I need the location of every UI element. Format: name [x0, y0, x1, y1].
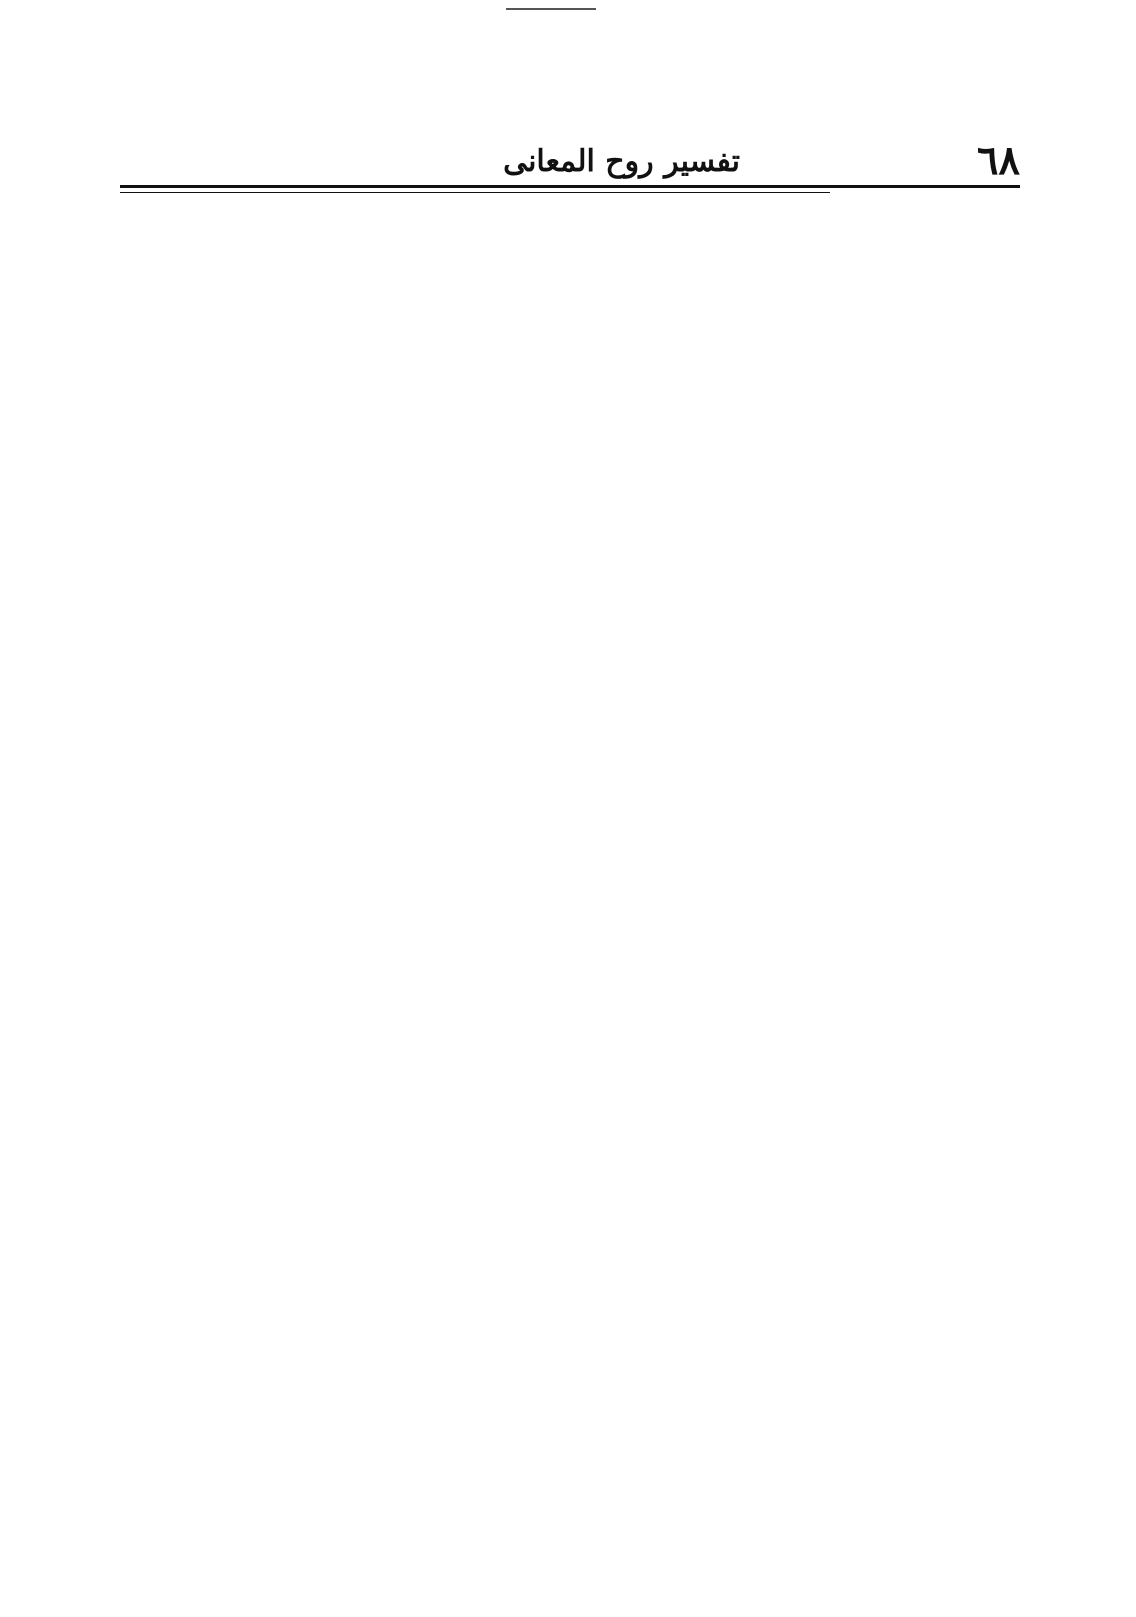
page-number: ٦٨ — [977, 137, 1020, 184]
running-title: تفسير روح المعانى — [503, 144, 740, 179]
top-rule — [506, 8, 596, 10]
header-rule-thin — [120, 192, 830, 193]
header-rule — [120, 185, 1020, 188]
page-header — [120, 138, 1020, 184]
